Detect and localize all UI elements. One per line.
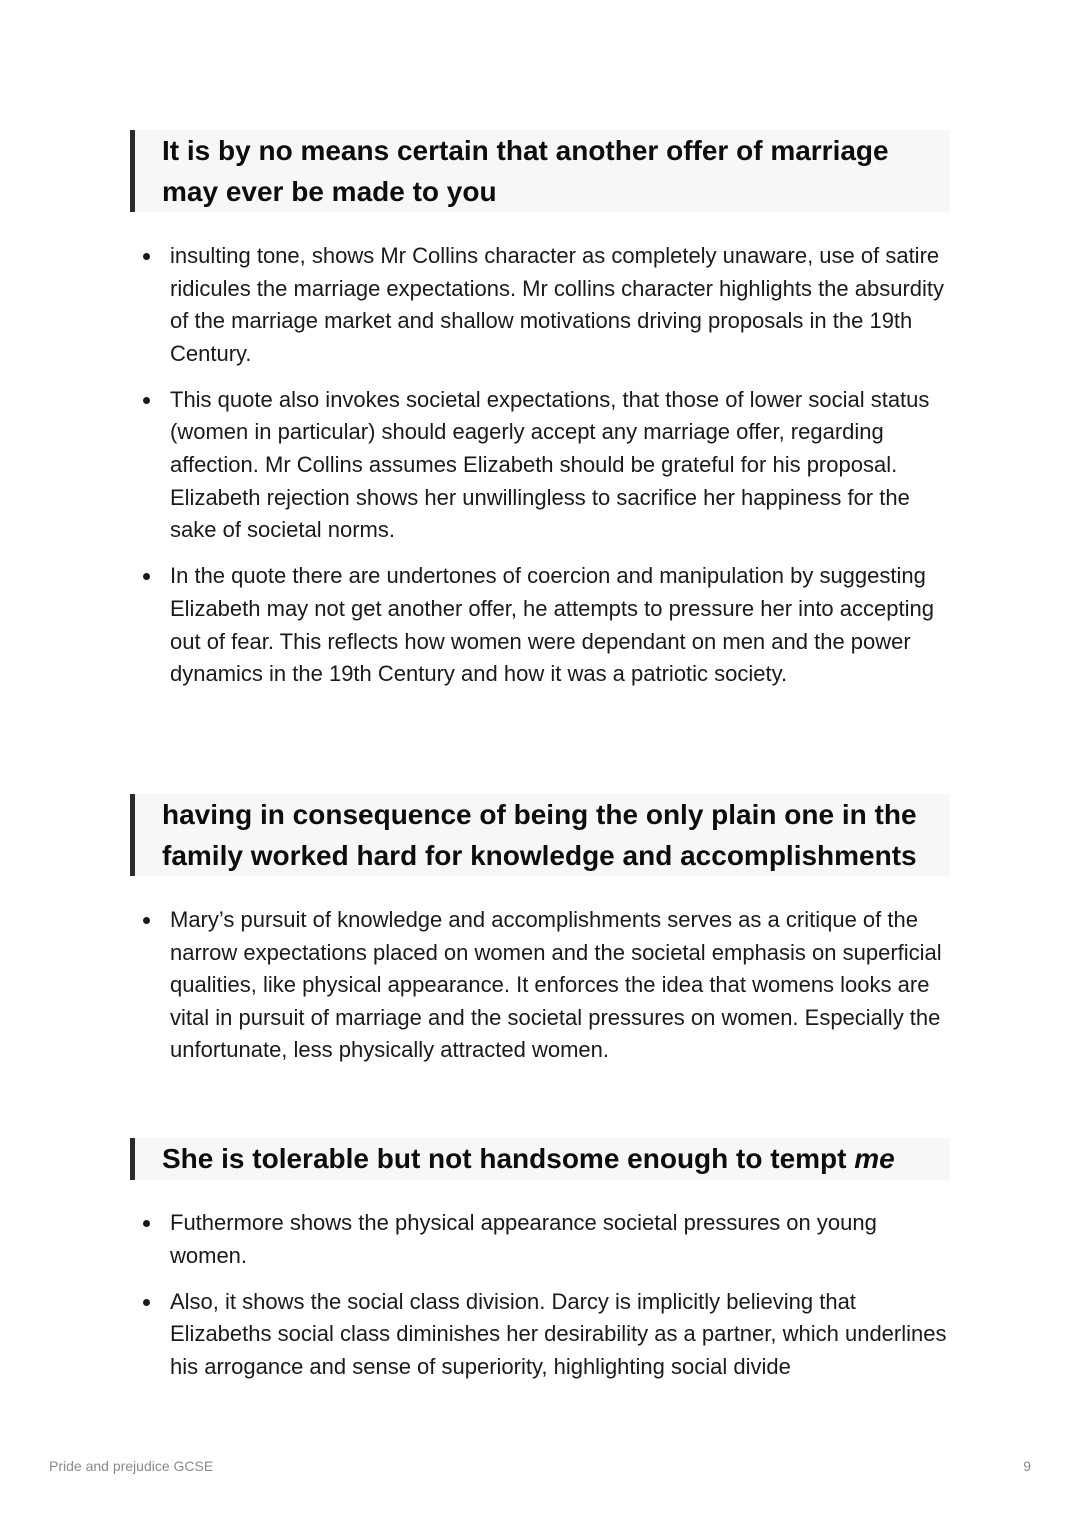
- quote-text: She is tolerable but not handsome enough to tempt: [162, 1143, 855, 1174]
- footer-title: Pride and prejudice GCSE: [49, 1458, 214, 1474]
- quote-emphasis: me: [854, 1143, 895, 1174]
- bullet-list-1: [140, 240, 950, 704]
- bullet-icon: [143, 917, 150, 924]
- bullet-list-3: [140, 1207, 950, 1397]
- bullet-icon: [143, 1299, 150, 1306]
- quote-text: It is by no means certain that another offer of marriage may ever be made to you: [162, 135, 889, 207]
- list-item: Mary’s pursuit of knowledge and accomplishments serves as a critique of the narrow expectations placed on women and the societal emphasis on superficial qualities, like physical appearance. It enforces the idea that womens looks are vital in pursuit of marriage and the societal pressures on women. Especially the unfortunate, less physically attracted women.: [140, 904, 950, 1067]
- quote-heading-2: [130, 794, 950, 876]
- list-item: In the quote there are undertones of coercion and manipulation by suggesting Elizabeth may not get another offer, he attempts to pressure her into accepting out of fear. This reflects how women were dependant on men and the power dynamics in the 19th Century and how it was a patriotic society.: [140, 560, 950, 690]
- bullet-icon: [143, 253, 150, 260]
- quote-heading-3: [130, 1138, 950, 1180]
- quote-text: having in consequence of being the only plain one in the family worked hard for knowledge and accomplishments: [162, 799, 917, 871]
- list-item: Futhermore shows the physical appearance societal pressures on young women.: [140, 1207, 950, 1272]
- bullet-list-2: [140, 904, 950, 1080]
- bullet-icon: [143, 1220, 150, 1227]
- quote-heading-1: [130, 130, 950, 212]
- page-number: 9: [1023, 1458, 1031, 1474]
- list-item: This quote also invokes societal expectations, that those of lower social status (women in particular) should eagerly accept any marriage offer, regarding affection. Mr Collins assumes Elizabeth should be grateful for his proposal. Elizabeth rejection shows her unwillingless to sacrifice her happiness for the sake of societal norms.: [140, 384, 950, 547]
- bullet-icon: [143, 397, 150, 404]
- list-item: insulting tone, shows Mr Collins character as completely unaware, use of satire ridicules the marriage expectations. Mr collins character highlights the absurdity of the marriage market and shallow motivations driving proposals in the 19th Century.: [140, 240, 950, 370]
- list-item: Also, it shows the social class division. Darcy is implicitly believing that Elizabeths social class diminishes her desirability as a partner, which underlines his arrogance and sense of superiority, highlighting social divide: [140, 1286, 950, 1384]
- bullet-icon: [143, 573, 150, 580]
